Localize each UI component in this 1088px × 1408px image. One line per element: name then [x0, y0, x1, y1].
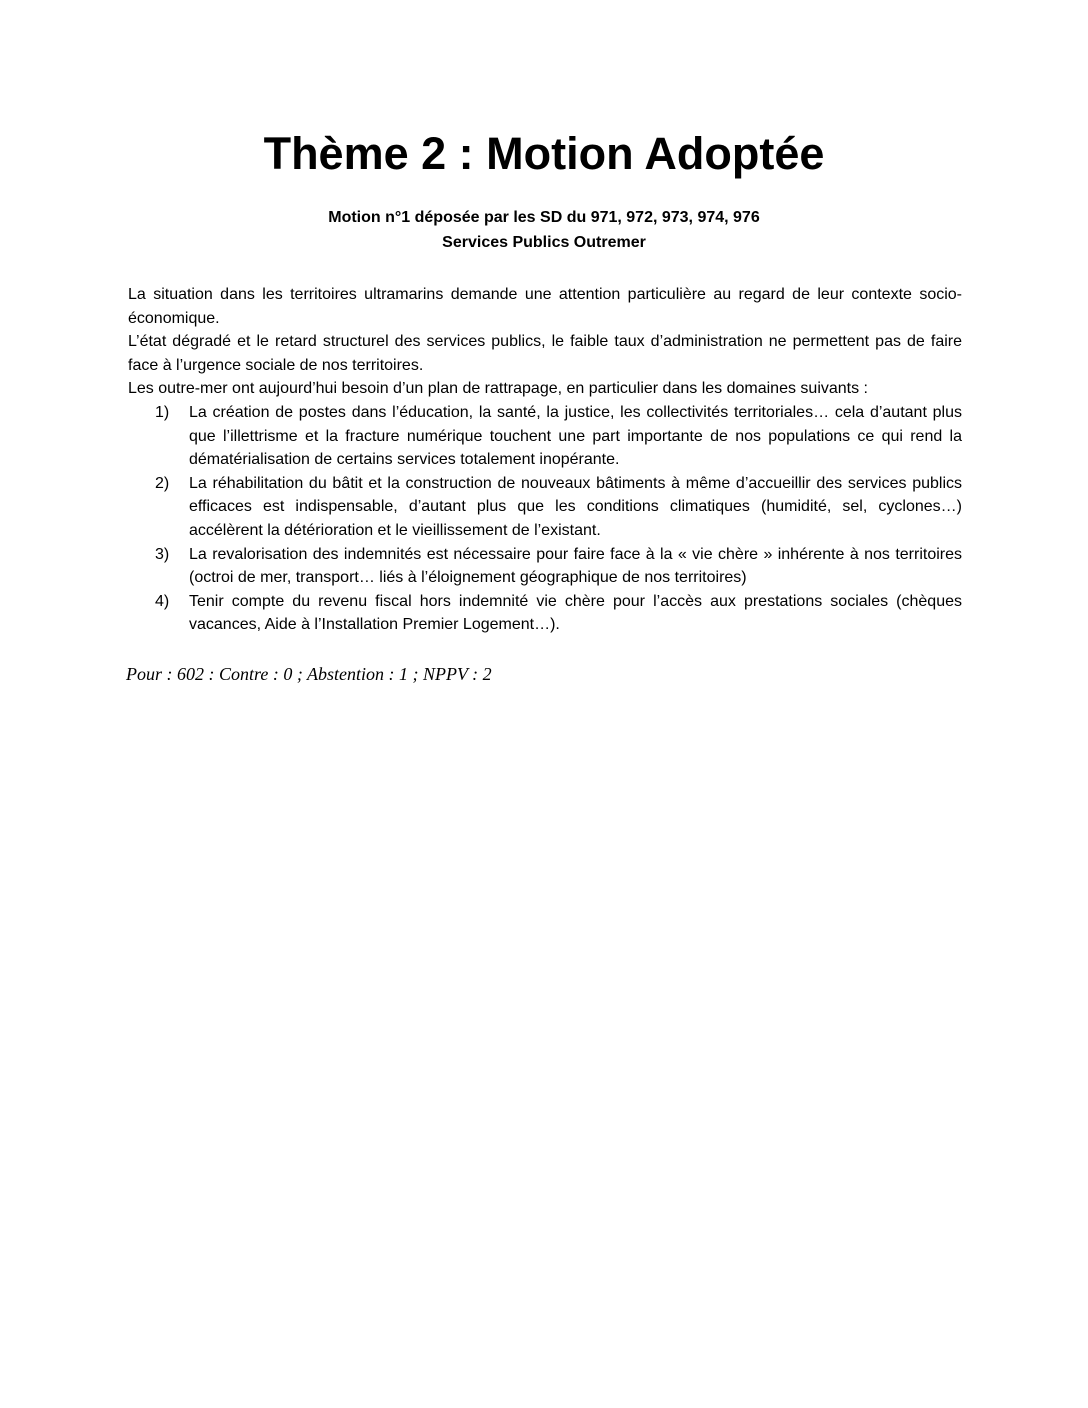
- paragraph: L’état dégradé et le retard structurel des services publics, le faible taux d’administration ne permettent pas de faire face à l’urgence sociale de nos territoires.: [128, 333, 962, 374]
- paragraph: Les outre-mer ont aujourd’hui besoin d’un plan de rattrapage, en particulier dans les domaines suivants :: [128, 380, 868, 398]
- list-item-number: 4): [155, 592, 170, 610]
- list-item-number: 1): [155, 403, 170, 421]
- page-title: Thème 2 : Motion Adoptée: [263, 128, 825, 179]
- list-item-number: 2): [155, 474, 170, 492]
- paragraph: La situation dans les territoires ultramarins demande une attention particulière au regard de leur contexte socio-économique.: [128, 286, 962, 327]
- list-item-number: 3): [155, 545, 170, 563]
- demands-list: [128, 401, 962, 637]
- list-item: [128, 401, 962, 472]
- motion-topic: Services Publics Outremer: [442, 234, 646, 251]
- vote-result: Pour : 602 : Contre : 0 ; Abstention : 1 ; NPPV : 2: [126, 664, 492, 684]
- list-item: [128, 543, 962, 590]
- list-item-text: La revalorisation des indemnités est nécessaire pour faire face à la « vie chère » inhérente à nos territoires (octroi de mer, transport… liés à l’éloignement géographique de nos territoires): [189, 545, 962, 587]
- list-item: [128, 590, 962, 637]
- motion-subtitle: Motion n°1 déposée par les SD du 971, 972, 973, 974, 976: [328, 209, 760, 226]
- motion-body: [128, 283, 962, 637]
- list-item-text: La création de postes dans l’éducation, la santé, la justice, les collectivités territoriales… cela d’autant plus que l’illettrisme et la fracture numérique touchent une part importante de nos populations ce qui rend la dématérialisation de certains services totalement inopérante.: [189, 403, 962, 469]
- list-item-text: La réhabilitation du bâtit et la construction de nouveaux bâtiments à même d’accueillir des services publics efficaces est indispensable, d’autant plus que les conditions climatiques (humidité, sel, cyclones…) accélèrent la détérioration et le vieillissement de l’existant.: [189, 474, 962, 539]
- list-item-text: Tenir compte du revenu fiscal hors indemnité vie chère pour l’accès aux prestations sociales (chèques vacances, Aide à l’Installation Premier Logement…).: [189, 592, 962, 634]
- list-item: [128, 472, 962, 543]
